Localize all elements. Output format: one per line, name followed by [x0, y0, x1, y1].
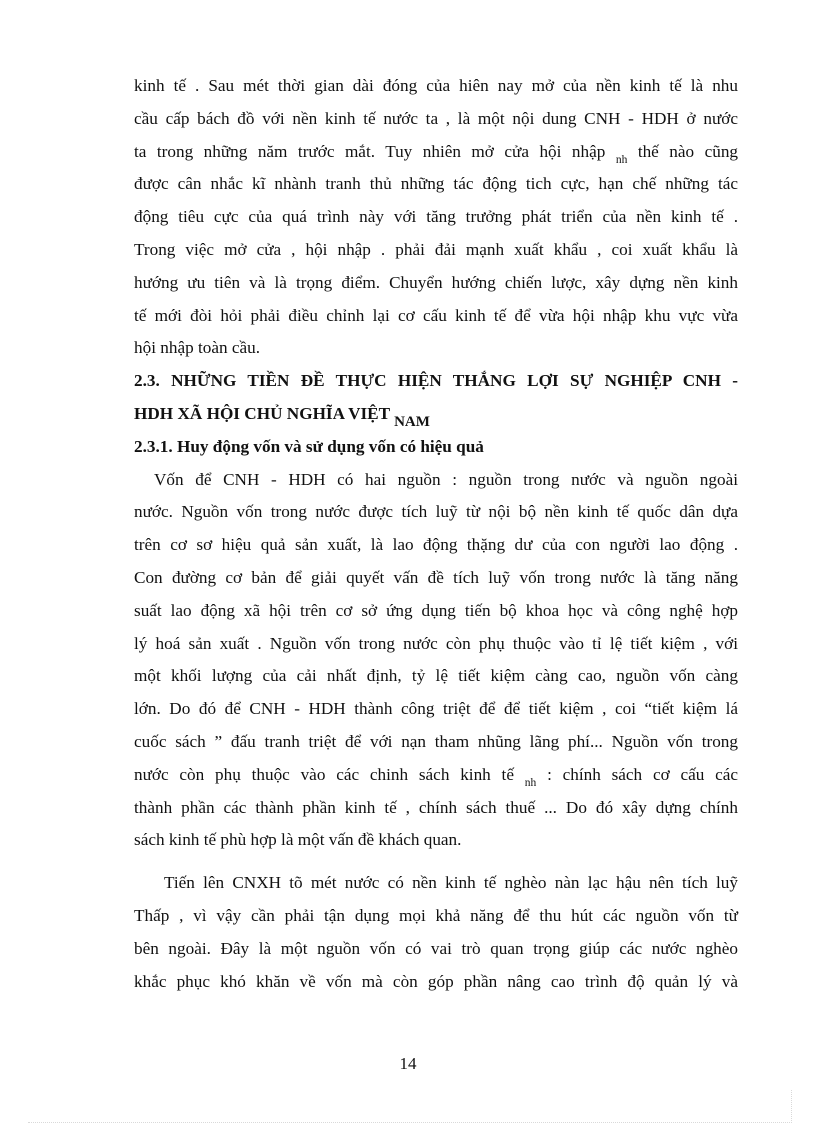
text-line: kinh tế . Sau mét thời gian dài đóng của hiên nay mở của nền kinh tế là nhu	[134, 76, 738, 95]
text-line: động tiêu cực của quá trình này với tăng trưởng phát triển của nền kinh tế .	[134, 207, 738, 227]
subscript-nh: nh	[615, 153, 628, 166]
text-line: cuốc sách ” đấu tranh triệt để với nạn tham nhũng lãng phí... Nguồn vốn trong	[134, 731, 738, 751]
paragraph-1	[134, 70, 738, 365]
text-line: được cân nhắc kĩ nhành tranh thủ những tác động tich cực, hạn chế những tác	[134, 174, 738, 194]
text-line: thành phần các thành phần kinh tế , chính sách thuế ... Do đó xây dựng chính	[134, 797, 738, 817]
text-fragment: : chính sách cơ cấu các	[547, 764, 738, 784]
text-line: sách kinh tế phù hợp là một vấn đề khách quan.	[134, 830, 462, 850]
text-line: Trong việc mở cửa , hội nhập . phải đải mạnh xuất khẩu , coi xuất khẩu là	[134, 239, 738, 259]
text-line: hội nhập toàn cầu.	[134, 338, 261, 358]
text-fragment: thế nào cũng	[637, 141, 739, 161]
text-line: bên ngoài. Đây là một nguồn vốn có vai trò quan trọng giúp các nước nghèo	[134, 938, 738, 958]
text-line: Thấp , vì vậy cần phải tận dụng mọi khả năng để thu hút các nguồn vốn từ	[134, 905, 738, 925]
paragraph-3	[134, 867, 738, 998]
subscript-nh: nh	[524, 776, 537, 789]
page-number: 14	[399, 1054, 417, 1073]
text-line: Tiến lên CNXH tõ mét nước có nền kinh tế nghèo nàn lạc hậu nên tích luỹ	[164, 873, 738, 893]
text-line: khắc phục khó khăn về vốn mà còn góp phần nâng cao trình độ quản lý và	[134, 971, 738, 991]
text-line: tế mới đòi hỏi phải điều chỉnh lại cơ cấu kinh tế để vừa hội nhập khu vực vừa	[134, 305, 738, 325]
text-line: trên cơ sơ hiệu quả sản xuất, là lao động thặng dư của con người lao động .	[134, 535, 738, 555]
text-fragment: HDH XÃ HỘI CHỦ NGHĨA VIỆT	[134, 403, 390, 423]
text-line: suất lao động xã hội trên cơ sở ứng dụng tiến bộ khoa học và công nghệ hợp	[134, 600, 738, 620]
text-line: Vốn để CNH - HDH có hai nguồn : nguồn trong nước và nguồn ngoài	[154, 469, 738, 489]
text-line: nước. Nguồn vốn trong nước được tích luỹ từ nội bộ nền kinh tế quốc dân dựa	[134, 502, 738, 522]
paragraph-2	[134, 464, 738, 858]
side-dotted-rule	[791, 1090, 792, 1123]
text-line: lý hoá sản xuất . Nguồn vốn trong nước còn phụ thuộc vào tỉ lệ tiết kiệm , với	[134, 633, 738, 653]
text-fragment: nước còn phụ thuộc vào các chinh sách kinh tế	[134, 764, 514, 784]
text-line: Con đường cơ bản để giải quyết vấn đề tích luỹ vốn trong nước là tăng năng	[134, 567, 738, 587]
text-fragment: ta trong những năm trước mắt. Tuy nhiên mở cửa hội nhập	[134, 141, 606, 161]
text-line: một khối lượng của cải nhất định, tỷ lệ tiết kiệm càng cao, nguồn vốn càng	[134, 666, 738, 686]
subsection-heading: 2.3.1. Huy động vốn và sử dụng vốn có hiệu quả	[134, 436, 484, 456]
section-heading: 2.3. NHỮNG TIỀN ĐỀ THỰC HIỆN THẮNG LỢI SỰ NGHIỆP CNH -	[134, 371, 738, 391]
text-line: lớn. Do đó để CNH - HDH thành công triệt để để tiết kiệm , coi “tiết kiệm lá	[134, 699, 738, 719]
section-heading-continued	[134, 398, 738, 431]
document-body	[134, 70, 738, 998]
text-line: hướng ưu tiên và là trọng điểm. Chuyển hướng chiến lược, xây dựng nền kinh	[134, 272, 738, 292]
subscript-nam: NAM	[394, 413, 430, 430]
text-line	[134, 759, 738, 792]
text-line	[134, 136, 738, 169]
paragraph-spacer	[134, 857, 738, 867]
text-line: cầu cấp bách đồ với nền kinh tế nước ta , là một nội dung CNH - HDH ở nước	[134, 108, 738, 128]
